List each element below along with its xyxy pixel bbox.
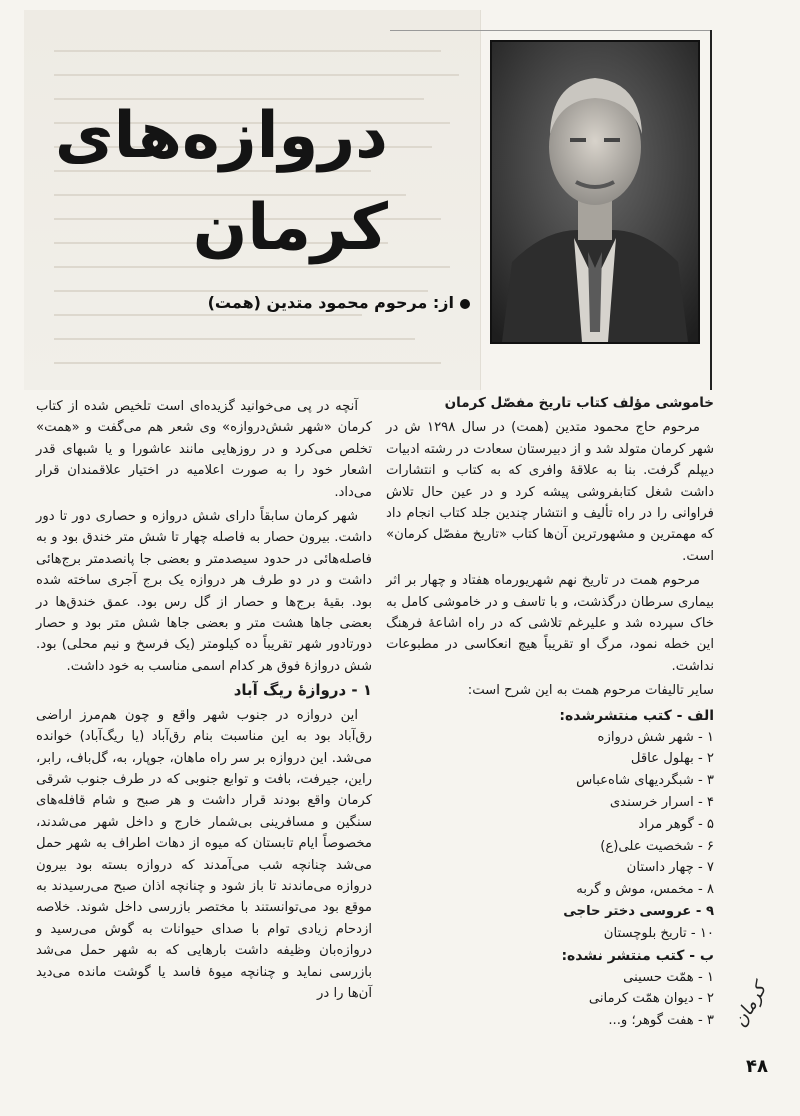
unpublished-list [386,967,714,1032]
section-heading-rigabad: ۱ - دروازهٔ ریگ آباد [233,681,372,700]
bullet-icon [460,299,470,309]
unpublished-heading: ب - کتب منتشر نشده: [561,947,714,964]
byline-text: از: مرحوم محمود متدین (همت) [207,293,454,312]
city-walls-paragraph: شهر کرمان سابقاً دارای شش دروازه و حصاری دور تا دور داشت. بیرون حصار به فاصله چهار تا شش متر خندق بود و به فاصله‌هائی در حدود سیصدمتر و بعضی جا پانصدمتر برج‌هائی داشت و در دو طرف هر دروازه یک برج آجری ساخته شده بود. بقیهٔ برج‌ها و حصار از گل رس بود. عمق خندق‌ها در بعضی جاها هشت متر و بعضی جاها شش متر بود و حصار دورتادور شهر تقریباً ده کیلومتر (یک فرسخ و نیم محلی) بود. شش دروازهٔ فوق هر کدام اسمی مناسب به خود داشت. [36,509,372,674]
rigabad-paragraph: این دروازه در جنوب شهر واقع و چون هم‌مرز اراضی رق‌آباد بود به این مناسبت بنام رق‌آباد (یا ریگ‌آباد) خوانده می‌شد. این دروازه بر سر راه ماهان، جوپار، به، گل‌باف، رابر، راین، جیرفت، بافت و توابع جنوبی که در طرف جنوب شرقی کرمان واقع بودند قرار داشت و هر صبح و شام قافله‌های سنگین و مسافرینی بی‌شمار خارج و داخل شهر می‌شدند، مخصوصاً ایام تابستان که میوه از دهات اطراف به شهر حمل می‌شد چنانچه شب می‌آمدند که دروازه بسته بود بیرون دروازه می‌ماندند تا باز شود و چنانچه اذان صبح می‌رسیدند به موقع بود می‌توانستند با مختصر بازرسی داخل شوند. خلاصه ازدحام زیادی توام با صدای حیوانات به گوش می‌رسید و دروازه‌بان وظیفه داشت بارهایی که به شهر حمل می‌شد بازرسی نماید و چنانچه میوهٔ فاسد یا گوشت مانده می‌دید آن‌ها را در [36,707,372,1001]
list-item: ۳ - شبگردیهای شاه‌عباس [576,773,714,789]
list-item: ۱ - همّت حسینی [623,969,714,985]
left-column [36,396,372,1007]
list-item: ۸ - مخمس، موش و گربه [576,882,714,898]
list-item: ۴ - اسرار خرسندی [609,795,714,811]
article-title [8,90,388,274]
right-column [386,393,714,1032]
list-item: ۷ - چهار داستان [626,860,714,876]
author-photo [490,40,700,344]
title-line-2: کرمان [192,191,388,265]
author-byline [208,293,470,312]
logo-text: کرمان [729,979,772,1031]
list-item: ۵ - گوهر مراد [638,816,714,832]
list-item: ۶ - شخصیت علی(ع) [600,838,714,854]
portrait-image [492,42,698,342]
list-item: ۹ - عروسی دختر حاجی [563,904,714,920]
obituary-caption: خاموشی مؤلف کتاب تاریخ مفصّل کرمان [444,395,714,411]
magazine-logo [728,964,782,1044]
title-line-1: دروازه‌های [54,99,388,173]
vertical-divider [710,30,712,390]
death-paragraph: مرحوم همت در تاریخ نهم شهریورماه هفتاد و چهار بر اثر بیماری سرطان درگذشت، و با تاسف و در خاموشی کامل به خاک سپرده شد و علیرغم تلاشی که در راه اشاعهٔ فرهنگ این خطه نمود، مرگ او تقریباً هیچ انعکاسی در مطبوعات نداشت. [386,573,714,674]
list-item: ۱۰ - تاریخ بلوچستان [603,925,714,941]
published-heading: الف - کتب منتشرشده: [559,707,714,724]
list-item: ۲ - بهلول عاقل [630,751,714,767]
published-list [386,727,714,945]
top-divider [390,30,712,31]
intro-paragraph: آنچه در پی می‌خوانید گزیده‌ای است تلخیص شده از کتاب کرمان «شهر شش‌دروازه» وی شعر هم می‌گفت و «همت» تخلص می‌کرد و در روزهایی مانند عاشورا و یا شبهای قدر اشعار خود را به صورت اعلامیه در اختیار علاقمندان قرار می‌داد. [36,399,372,500]
page-number: ۴۸ [746,1056,768,1077]
list-item: ۱ - شهر شش دروازه [597,729,714,745]
list-item: ۲ - دیوان همّت کرمانی [588,991,714,1007]
list-item: ۳ - هفت گوهر؛ و... [608,1013,714,1029]
works-intro: سایر تالیفات مرحوم همت به این شرح است: [467,683,714,699]
logo-mark [728,964,782,1044]
biography-paragraph: مرحوم حاج محمود متدین (همت) در سال ۱۲۹۸ ش در شهر کرمان متولد شد و از دبیرستان سعادت در رشته ادبیات دیپلم گرفت. بنا به علاقهٔ وافری که به کتاب و انتشارات داشت شغل کتابفروشی پیشه کرد و در عین حال تلاش فراوانی را در راه تألیف و انتشار چندین جلد کتاب انجام داد که مهمترین و مشهورترین آن‌ها کتاب «تاریخ مفصّل کرمان» است. [386,420,714,564]
